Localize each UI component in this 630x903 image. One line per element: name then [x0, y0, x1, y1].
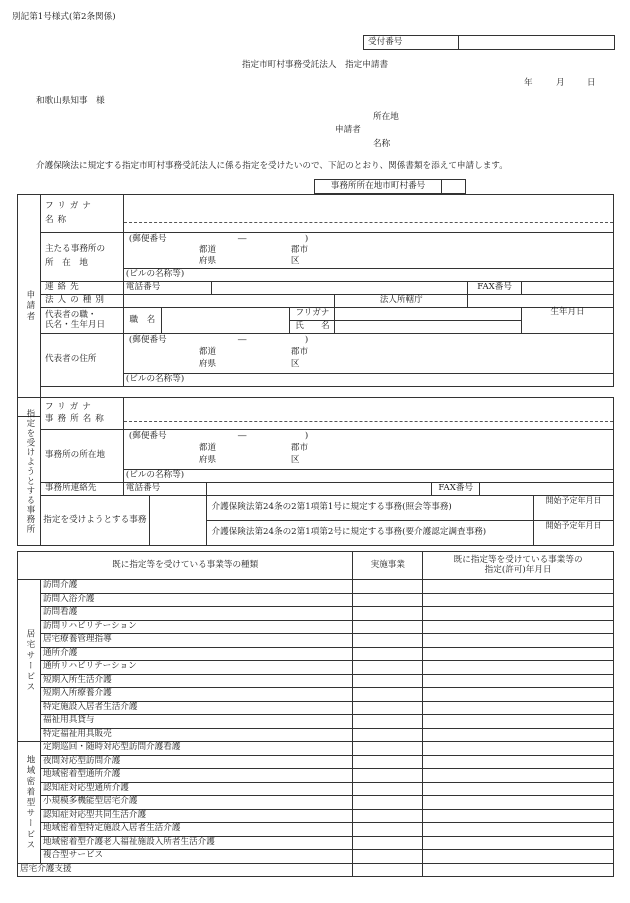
service-date-field[interactable]: [423, 593, 614, 607]
service-date-field[interactable]: [423, 634, 614, 648]
gunshi-label: 郡市: [290, 347, 309, 357]
todo-label: 都道: [198, 443, 217, 453]
rep-address-field[interactable]: [123, 334, 613, 374]
service-impl-field[interactable]: [353, 769, 423, 783]
date-day: 日: [587, 78, 596, 88]
service-row: [18, 836, 614, 850]
reception-number-field[interactable]: [459, 36, 615, 50]
service-row: [18, 607, 614, 621]
representative-label-line1: 代表者の職・: [44, 309, 97, 320]
services-header-date: [423, 552, 614, 580]
service-date-field[interactable]: [423, 607, 614, 621]
postal-close: ): [304, 335, 309, 345]
service-row: [18, 782, 614, 796]
ku-label: 区: [290, 455, 300, 465]
service-impl-field[interactable]: [353, 607, 423, 621]
service-name: 訪問看護: [40, 607, 352, 621]
service-impl-field[interactable]: [353, 836, 423, 850]
service-impl-field[interactable]: [353, 782, 423, 796]
postal-label: (郵便番号: [128, 335, 167, 345]
postal-dash: ―: [237, 234, 247, 244]
furigana-label: フリガナ: [44, 200, 95, 211]
care-support-date-field[interactable]: [423, 863, 614, 877]
service-row: [18, 728, 614, 742]
rep-address-building[interactable]: (ビルの名称等): [123, 374, 613, 387]
service-impl-field[interactable]: [353, 728, 423, 742]
office-side-label: 指定を受けようとする事務所: [18, 398, 41, 546]
applicant-furigana-name-label: [40, 195, 123, 233]
office-furigana-name-label: [40, 398, 123, 430]
service-date-field[interactable]: [423, 701, 614, 715]
date-month: 月: [556, 78, 565, 88]
service-name: 通所リハビリテーション: [40, 661, 352, 675]
service-row: [18, 769, 614, 783]
services-header-impl: 実施事業: [353, 552, 423, 580]
service-impl-field[interactable]: [353, 715, 423, 729]
office-phone-field[interactable]: [207, 483, 432, 496]
service-name: 短期入所療養介護: [40, 688, 352, 702]
municipality-code-box: [314, 179, 466, 194]
addressee: 和歌山県知事 様: [36, 96, 105, 106]
rep-name-label: 氏 名: [290, 321, 335, 334]
service-row: [18, 755, 614, 769]
service-impl-field[interactable]: [353, 823, 423, 837]
service-name: 地域密着型介護老人福祉施設入所者生活介護: [40, 836, 352, 850]
service-row: [18, 850, 614, 864]
service-impl-field[interactable]: [353, 701, 423, 715]
service-name: 短期入所生活介護: [40, 674, 352, 688]
position-label: 職 名: [123, 308, 161, 334]
service-date-field[interactable]: [423, 850, 614, 864]
service-impl-field[interactable]: [353, 674, 423, 688]
service-name: 訪問入浴介護: [40, 593, 352, 607]
service-impl-field[interactable]: [353, 661, 423, 675]
fax-label: FAX番号: [468, 282, 522, 295]
service-date-field[interactable]: [423, 782, 614, 796]
services-header-date-line1: 既に指定等を受けている事業等の: [453, 554, 583, 565]
postal-label: (郵便番号: [128, 431, 167, 441]
fuken-label: 府県: [198, 455, 217, 465]
work-2-start-date-label: 開始予定年月日: [534, 521, 614, 546]
applicant-side-label: 申請者: [18, 195, 41, 417]
home-services-side-label: 居宅サービス: [18, 580, 41, 742]
office-name-label: 事務所名称: [44, 413, 108, 424]
office-contact-label: 事務所連絡先: [40, 483, 123, 496]
intro-text: 介護保険法に規定する指定市町村事務受託法人に係る指定を受けたいので、下記のとおり、関係書類を添えて申請します。: [36, 161, 508, 171]
service-name: 特定施設入居者生活介護: [40, 701, 352, 715]
applicant-name-label: 名称: [373, 139, 391, 149]
service-name: 地域密着型特定施設入居者生活介護: [40, 823, 352, 837]
service-row: [18, 674, 614, 688]
community-services-side-label: 地域密着型サービス: [18, 742, 41, 864]
service-impl-field[interactable]: [353, 755, 423, 769]
care-support-label: 居宅介護支援: [18, 863, 353, 877]
position-field[interactable]: [161, 308, 290, 334]
office-phone-label: 電話番号: [123, 483, 207, 496]
postal-dash: ―: [237, 335, 247, 345]
rep-furigana-label: フリガナ: [290, 308, 335, 321]
corp-authority-field[interactable]: [468, 295, 614, 308]
representative-label-line2: 氏名・生年月日: [44, 319, 106, 330]
service-name: 訪問リハビリテーション: [40, 620, 352, 634]
service-impl-field[interactable]: [353, 850, 423, 864]
office-location-label: 事務所の所在地: [40, 430, 123, 483]
work-1-start-date-label: 開始予定年月日: [534, 496, 614, 521]
service-row: [18, 715, 614, 729]
main-office-building[interactable]: (ビルの名称等): [123, 269, 613, 282]
services-header-type: 既に指定等を受けている事業等の種類: [18, 552, 353, 580]
service-name: 通所介護: [40, 647, 352, 661]
rep-address-label: 代表者の住所: [40, 334, 123, 387]
application-table: [17, 194, 614, 417]
service-date-field[interactable]: [423, 823, 614, 837]
service-row: [18, 701, 614, 715]
reception-box: [363, 35, 615, 50]
service-name: 複合型サービス: [40, 850, 352, 864]
service-name: 訪問介護: [40, 580, 352, 594]
gunshi-label: 郡市: [290, 443, 309, 453]
applicant-location-label: 所在地: [373, 112, 399, 122]
service-date-field[interactable]: [423, 755, 614, 769]
corp-type-field[interactable]: [123, 295, 335, 308]
service-impl-field[interactable]: [353, 580, 423, 594]
designation-spacer: [149, 496, 207, 546]
representative-label: [40, 308, 123, 334]
applicant-label: 申請者: [335, 125, 361, 135]
birthdate-label: 生年月日: [522, 308, 614, 334]
service-row: [18, 796, 614, 810]
postal-dash: ―: [237, 431, 247, 441]
service-impl-field[interactable]: [353, 796, 423, 810]
office-name-field[interactable]: [123, 398, 613, 430]
service-name: 小規模多機能型居宅介護: [40, 796, 352, 810]
service-impl-field[interactable]: [353, 593, 423, 607]
service-impl-field[interactable]: [353, 647, 423, 661]
service-date-field[interactable]: [423, 728, 614, 742]
service-date-field[interactable]: [423, 715, 614, 729]
service-name: 福祉用具貸与: [40, 715, 352, 729]
office-building[interactable]: (ビルの名称等): [123, 470, 613, 483]
service-date-field[interactable]: [423, 688, 614, 702]
service-date-field[interactable]: [423, 620, 614, 634]
main-office-label-line1: 主たる事務所の: [44, 244, 106, 255]
applicant-name-field[interactable]: [123, 195, 613, 233]
main-office-label-line2: 所 在 地: [44, 258, 88, 268]
service-row: [18, 823, 614, 837]
service-row: [18, 580, 614, 594]
corp-type-label: 法人の種別: [40, 295, 123, 308]
service-date-field[interactable]: [423, 742, 614, 756]
service-date-field[interactable]: [423, 647, 614, 661]
service-name: 地域密着型通所介護: [40, 769, 352, 783]
document-title: 指定市町村事務受託法人 指定申請書: [241, 60, 389, 70]
contact-label: 連絡先: [40, 282, 123, 295]
service-impl-field[interactable]: [353, 742, 423, 756]
service-row: [18, 809, 614, 823]
service-row: [18, 593, 614, 607]
rep-furigana-field[interactable]: [335, 308, 522, 321]
fuken-label: 府県: [198, 256, 217, 266]
service-impl-field[interactable]: [353, 634, 423, 648]
service-date-field[interactable]: [423, 580, 614, 594]
fax-field[interactable]: [522, 282, 614, 295]
office-address-field[interactable]: [123, 430, 613, 470]
service-name: 居宅療養管理指導: [40, 634, 352, 648]
service-date-field[interactable]: [423, 769, 614, 783]
service-date-field[interactable]: [423, 796, 614, 810]
rep-name-field[interactable]: [335, 321, 522, 334]
phone-label: 電話番号: [123, 282, 211, 295]
existing-services-table: [17, 551, 614, 877]
work-1-label[interactable]: 介護保険法第24条の2第1項第1号に規定する事務(照会等事務): [207, 496, 534, 521]
service-date-field[interactable]: [423, 674, 614, 688]
main-office-label: [40, 233, 123, 282]
main-office-address-field[interactable]: [123, 233, 613, 269]
office-furigana-label: フリガナ: [44, 401, 95, 412]
fuken-label: 府県: [198, 359, 217, 369]
todo-label: 都道: [198, 347, 217, 357]
form-number: 別記第1号様式(第2条関係): [12, 12, 116, 22]
ku-label: 区: [290, 256, 300, 266]
service-impl-field[interactable]: [353, 688, 423, 702]
service-row: [18, 688, 614, 702]
services-header-date-line2: 指定(許可)年月日: [484, 564, 552, 575]
service-name: 認知症対応型共同生活介護: [40, 809, 352, 823]
postal-label: (郵便番号: [128, 234, 167, 244]
office-fax-label: FAX番号: [432, 483, 480, 496]
service-name: 特定福祉用具販売: [40, 728, 352, 742]
postal-close: ): [304, 234, 309, 244]
service-impl-field[interactable]: [353, 620, 423, 634]
service-impl-field[interactable]: [353, 809, 423, 823]
ku-label: 区: [290, 359, 300, 369]
service-name: 認知症対応型通所介護: [40, 782, 352, 796]
municipality-code-field[interactable]: [442, 180, 466, 194]
phone-field[interactable]: [211, 282, 467, 295]
municipality-code-label: 事務所所在地市町村番号: [315, 180, 442, 194]
work-2-label[interactable]: 介護保険法第24条の2第1項第2号に規定する事務(要介護認定調査事務): [207, 521, 534, 546]
office-fax-field[interactable]: [480, 483, 614, 496]
service-row: [18, 742, 614, 756]
postal-close: ): [304, 431, 309, 441]
name-label: 名称: [44, 214, 71, 225]
service-date-field[interactable]: [423, 661, 614, 675]
corp-authority-label: 法人所轄庁: [335, 295, 468, 308]
service-date-field[interactable]: [423, 836, 614, 850]
service-name: 定期巡回・随時対応型訪問介護看護: [40, 742, 352, 756]
designation-label: 指定を受けようとする事務: [40, 496, 149, 546]
gunshi-label: 郡市: [290, 245, 309, 255]
service-date-field[interactable]: [423, 809, 614, 823]
reception-label: 受付番号: [364, 36, 459, 50]
care-support-impl-field[interactable]: [353, 863, 423, 877]
service-row: [18, 661, 614, 675]
service-row: [18, 620, 614, 634]
todo-label: 都道: [198, 245, 217, 255]
date-year: 年: [524, 78, 533, 88]
office-table: [17, 397, 614, 546]
service-row: [18, 634, 614, 648]
service-row: [18, 647, 614, 661]
service-name: 夜間対応型訪問介護: [40, 755, 352, 769]
